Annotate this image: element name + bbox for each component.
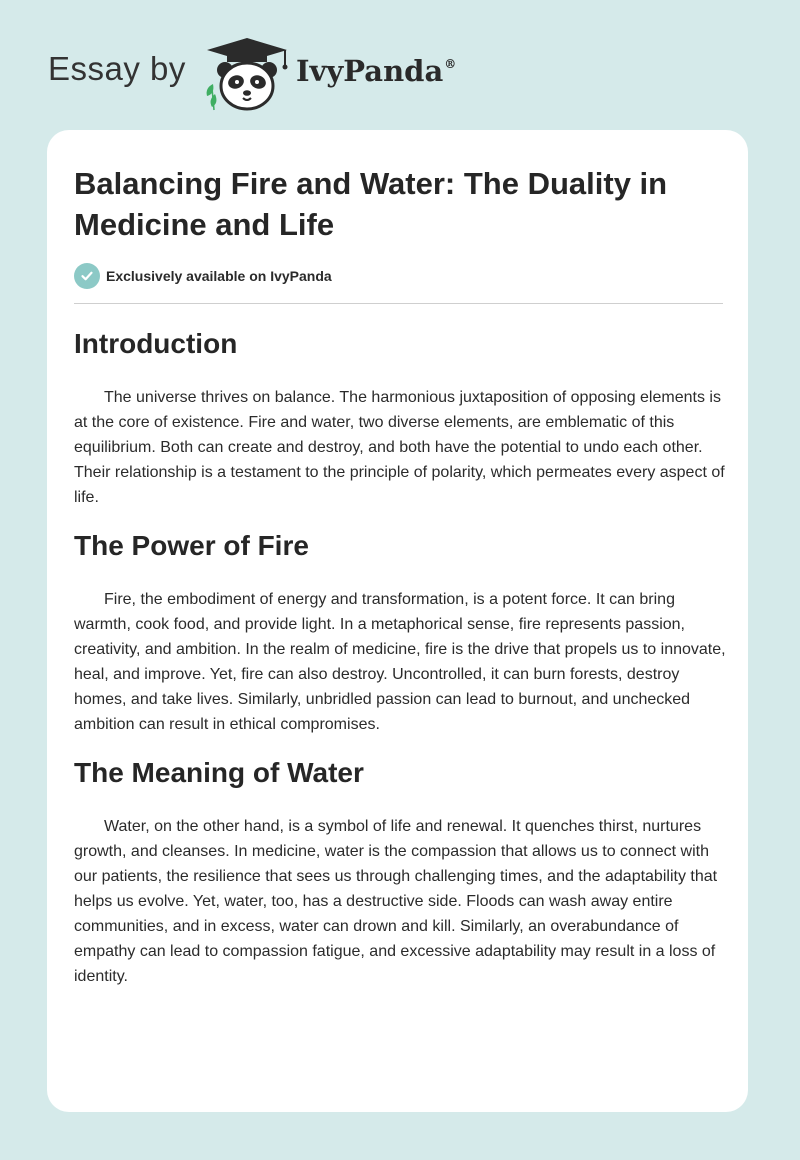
section-heading: The Meaning of Water xyxy=(74,757,364,788)
brand-logo-text[interactable]: IvyPanda® xyxy=(296,54,457,88)
exclusive-badge xyxy=(74,263,332,289)
site-header xyxy=(0,0,800,130)
essay-by-label: Essay by xyxy=(48,50,186,87)
divider xyxy=(74,303,723,304)
section-paragraph: Fire, the embodiment of energy and transformation, is a potent force. It can bring warmth, cook food, and provide light. In a metaphorical sense, fire represents passion, creativity, and ambition. In the realm of medicine, fire is the drive that propels us to innovate, heal, and improve. Yet, fire can also destroy. Uncontrolled, it can burn forests, destroy homes, and take lives. Similarly, unbridled passion can lead to burnout, and unchecked ambition can result in ethical compromises. xyxy=(74,591,726,733)
section-paragraph: The universe thrives on balance. The harmonious juxtaposition of opposing elements is at the core of existence. Fire and water, two diverse elements, are emblematic of this equilibrium. Both can create and destroy, and both have the potential to undo each other. Their relationship is a testament to the principle of polarity, which permeates every aspect of life. xyxy=(74,389,725,506)
panda-graduate-icon[interactable] xyxy=(203,36,291,112)
section-heading: Introduction xyxy=(74,328,238,359)
check-circle-icon xyxy=(74,263,100,289)
exclusive-badge-label: Exclusively available on IvyPanda xyxy=(106,268,332,284)
section-heading: The Power of Fire xyxy=(74,530,309,561)
essay-card xyxy=(47,130,748,1112)
page-title: Balancing Fire and Water: The Duality in Medicine and Life xyxy=(74,166,668,242)
section-paragraph: Water, on the other hand, is a symbol of life and renewal. It quenches thirst, nurtures growth, and cleanses. In medicine, water is the compassion that allows us to connect with our patients, the resilience that sees us through challenging times, and the adaptability that helps us evolve. Yet, water, too, has a destructive side. Floods can wash away entire communities, and in excess, water can drown and kill. Similarly, an overabundance of empathy can lead to compassion fatigue, and excessive adaptability may result in a loss of identity. xyxy=(74,818,718,985)
